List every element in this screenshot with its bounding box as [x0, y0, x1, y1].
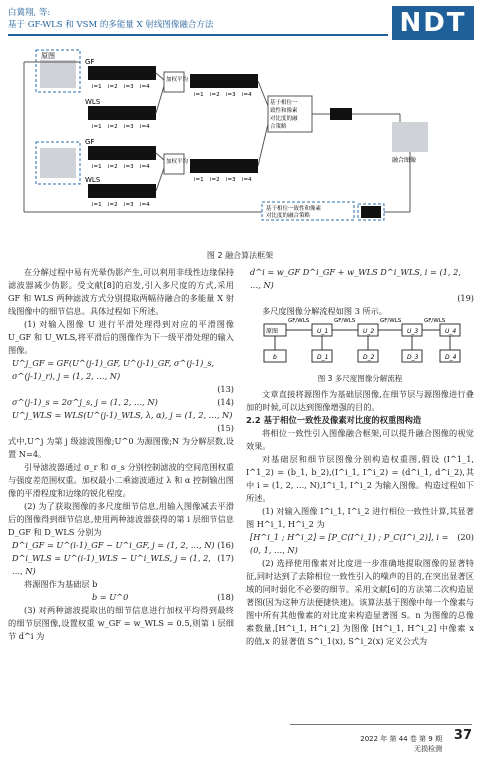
- equation-17: D^i_WLS = U^(i-1)_WLS − U^i_WLS, j = (1, 2, …, N) (17): [12, 553, 234, 576]
- fig2-source-label-top: 原图: [41, 52, 55, 60]
- svg-text:i=4: i=4: [140, 202, 150, 208]
- svg-text:i=4: i=4: [242, 92, 252, 98]
- right-column: d^i = w_GF D^i_GF + w_WLS D^i_WLS, i = (1, 2, …, N) (19) 多尺度图像分解流程如图 3 所示。: [246, 266, 474, 311]
- header-rule: [8, 34, 388, 36]
- svg-text:i=2: i=2: [210, 92, 220, 98]
- equation-13: U^j_GF = GF(U^(j-1)_GF, U^(j-1)_GF, σ^(j-1)_s, σ^(j-1)_r), j = (1, 2, …, N): [12, 358, 215, 381]
- svg-text:i=2: i=2: [210, 177, 220, 183]
- header-title: 基于 GF-WLS 和 VSM 的多能量 X 射线图像融合方法: [8, 20, 214, 30]
- fig2-gf-label-top: GF: [85, 58, 95, 66]
- svg-text:i=3: i=3: [124, 202, 134, 208]
- svg-text:i=4: i=4: [140, 164, 150, 170]
- svg-text:D_3: D_3: [407, 354, 419, 361]
- svg-text:i=4: i=4: [140, 124, 150, 130]
- svg-text:合策略: 合策略: [270, 124, 287, 130]
- svg-text:i=4: i=4: [140, 84, 150, 90]
- svg-text:D_1: D_1: [317, 354, 329, 361]
- svg-text:b: b: [273, 354, 277, 361]
- svg-text:i=3: i=3: [124, 124, 134, 130]
- figure-2-caption: 图 2 融合算法框架: [206, 251, 274, 260]
- svg-text:D_2: D_2: [363, 354, 375, 361]
- svg-text:基于相位一: 基于相位一: [270, 100, 298, 106]
- equation-19: d^i = w_GF D^i_GF + w_WLS D^i_WLS, i = (1, 2, …, N): [250, 267, 461, 290]
- fig2-fused-label: 融合图像: [392, 157, 417, 164]
- svg-text:加权平均: 加权平均: [166, 159, 189, 165]
- svg-text:致性和像素: 致性和像素: [270, 108, 298, 114]
- svg-text:i=3: i=3: [124, 84, 134, 90]
- fig2-wls-label-top: WLS: [85, 98, 101, 106]
- footer-journal: 2022 年 第 44 卷 第 9 期 无损检测: [360, 735, 442, 753]
- source-image-bottom: [40, 148, 76, 178]
- svg-text:GF: GF: [85, 138, 95, 146]
- svg-text:i=1: i=1: [92, 164, 102, 170]
- equation-14: σ^(j-1)_s = 2σ^j_s, j = (1, 2, …, N) (14): [12, 397, 234, 407]
- svg-text:对比度的融合策略: 对比度的融合策略: [266, 213, 311, 219]
- svg-text:i=1: i=1: [194, 92, 204, 98]
- figure-2-framework: [0, 44, 480, 244]
- figure-3-caption: 图 3 多尺度图像分解流程: [317, 374, 403, 383]
- equation-16: D^i_GF = U^(i-1)_GF − U^i_GF, j = (1, 2, …, N) (16): [12, 540, 234, 550]
- svg-text:U_4: U_4: [445, 328, 457, 335]
- svg-text:i=2: i=2: [108, 84, 118, 90]
- svg-text:i=1: i=1: [92, 202, 102, 208]
- svg-text:基于相位一致性和像素: 基于相位一致性和像素: [266, 206, 322, 212]
- header-authors: 白冀翔, 等:: [8, 8, 51, 18]
- fused-image: [392, 122, 428, 152]
- svg-text:i=1: i=1: [92, 84, 102, 90]
- svg-text:GF/WLS: GF/WLS: [288, 318, 310, 324]
- svg-text:D_4: D_4: [445, 354, 457, 361]
- svg-text:i=3: i=3: [124, 164, 134, 170]
- right-column-cont: 文章直接将源图作为基础层图像,在细节层与源图像进行叠加的时候,可以达到图像增强的目的。 2.2 基于相位一致性及像素对比度的权重图构造 将相位一致性引入图像融合框架,可以提升融合图像的视觉效果。 对基础层和细节层图像分别构造权重图,假设 (I^1_1, I^1_2) = (b_1, b_2),(I^i_1, I^i_2) = (d^i_1, d^i_2),其中 i = (1, 2, …, N),I^i_1, I^i_2 为输入图像。构造过程如下所述。 (1) 对输入图像 I^i_1, I^i_2 进行相位一致性计算,其显著图 H^i_1, H^i_2 为 [H^i_1 ; H^i_2] = [P_C(I^i_1) ; P_C(I^i_2)], i = (0, 1, …, N) (20) (2) 选择使用像素对比度进一步准确地提取图像的显著特征,同时达到了去除相位一致性引入的噪声的目的,在突出显著区域的同时弱化不必要的细节。采用文献[6]的方法第二次构造显著图(因为这种方法便捷快速)。该算法基于图像中每一个像素与图中所有其他像素的对比度来构造显著图 S。n 为图像的总像素数量,[H^i_1, H^i_2] 为图像 [H^i_1, H^i_2] 中像素 x 的值,x 的显著值 S^i_1(x), S^i_2(x) 定义公式为: [246, 389, 474, 646]
- page-number: 37: [453, 728, 472, 743]
- figure-3-decomposition: [262, 318, 462, 366]
- equation-18: b = U^0 (18): [92, 592, 234, 602]
- svg-text:原图: 原图: [266, 328, 279, 335]
- footer-rule: [290, 724, 472, 725]
- svg-text:U_1: U_1: [317, 328, 329, 335]
- svg-text:加权平均: 加权平均: [166, 77, 189, 83]
- svg-text:对比度的融: 对比度的融: [270, 116, 298, 122]
- source-image-top: [40, 60, 76, 88]
- svg-text:i=4: i=4: [242, 177, 252, 183]
- journal-logo: NDT: [392, 6, 474, 40]
- svg-text:i=3: i=3: [226, 177, 236, 183]
- svg-text:WLS: WLS: [85, 176, 101, 184]
- svg-text:i=1: i=1: [92, 124, 102, 130]
- equation-15: U^j_WLS = WLS(U^(j-1)_WLS, λ, α), j = (1, 2, …, N): [12, 410, 233, 420]
- svg-text:U_3: U_3: [407, 328, 419, 335]
- svg-text:i=1: i=1: [194, 177, 204, 183]
- svg-text:U_2: U_2: [363, 328, 375, 335]
- equation-20: [H^i_1 ; H^i_2] = [P_C(I^i_1) ; P_C(I^i_2)], i = (0, 1, …, N) (20): [250, 532, 474, 555]
- svg-text:i=2: i=2: [108, 202, 118, 208]
- svg-text:GF/WLS: GF/WLS: [424, 318, 446, 324]
- section-2-2-heading: 2.2 基于相位一致性及像素对比度的权重图构造: [246, 415, 422, 425]
- svg-text:i=2: i=2: [108, 124, 118, 130]
- svg-text:GF/WLS: GF/WLS: [380, 318, 402, 324]
- svg-text:i=3: i=3: [226, 92, 236, 98]
- left-column: 在分解过程中易有光晕伪影产生,可以利用非线性边缘保持滤波器减少伪影。受文献[8]的启发,引入多尺度的方式,采用 GF 和 WLS 两种滤波方式分别提取两幅待融合的多能量 X 射线图像中的细节信息。具体过程如下所述。 (1) 对输入图像 U 进行平滑处理得到对应的平滑图像 U_GF 和 U_WLS,将平滑后的图像作为下一级平滑处理的输入图像。 U^j_GF = GF(U^(j-1)_GF, U^(j-1)_GF, σ^(j-1)_s, σ^(j-1)_r), j = (1, 2, …, N) (13) σ^(j-1)_s = 2σ^j_s, j = (1, 2, …, N) (14) U^j_WLS = WLS(U^(j-1)_WLS, λ, α), j = (1, 2, …, N) (15) 式中,U^j 为第 j 级滤波图像;U^0 为源图像;N 为分解层数,设置 N=4。 引导滤波器通过 σ_r 和 σ_s 分别控制滤波的空间范围权重与强度差范围权重。加权最小二乘滤波通过 λ 和 α 控制输出图像的平滑程度和边缘的锐化程度。 (2) 为了获取图像的多尺度细节信息,用输入图像减去平滑后的图像得到细节信息,使用两种滤波器获得的第 i 层细节信息 D_GF 和 D_WLS 分别为 D^i_GF = U^(i-1)_GF − U^i_GF, j = (1, 2, …, N) (16) D^i_WLS = U^(i-1)_WLS − U^i_WLS, j = (1, 2, …, N) (17) 将源图作为基础层 b b = U^0 (18) (3) 对两种滤波提取出的细节信息进行加权平均得到最终的细节层图像,设置权重 w_GF = w_WLS = 0.5,则第 i 层细节 d^i 为: [8, 267, 234, 641]
- svg-text:i=2: i=2: [108, 164, 118, 170]
- svg-text:GF/WLS: GF/WLS: [334, 318, 356, 324]
